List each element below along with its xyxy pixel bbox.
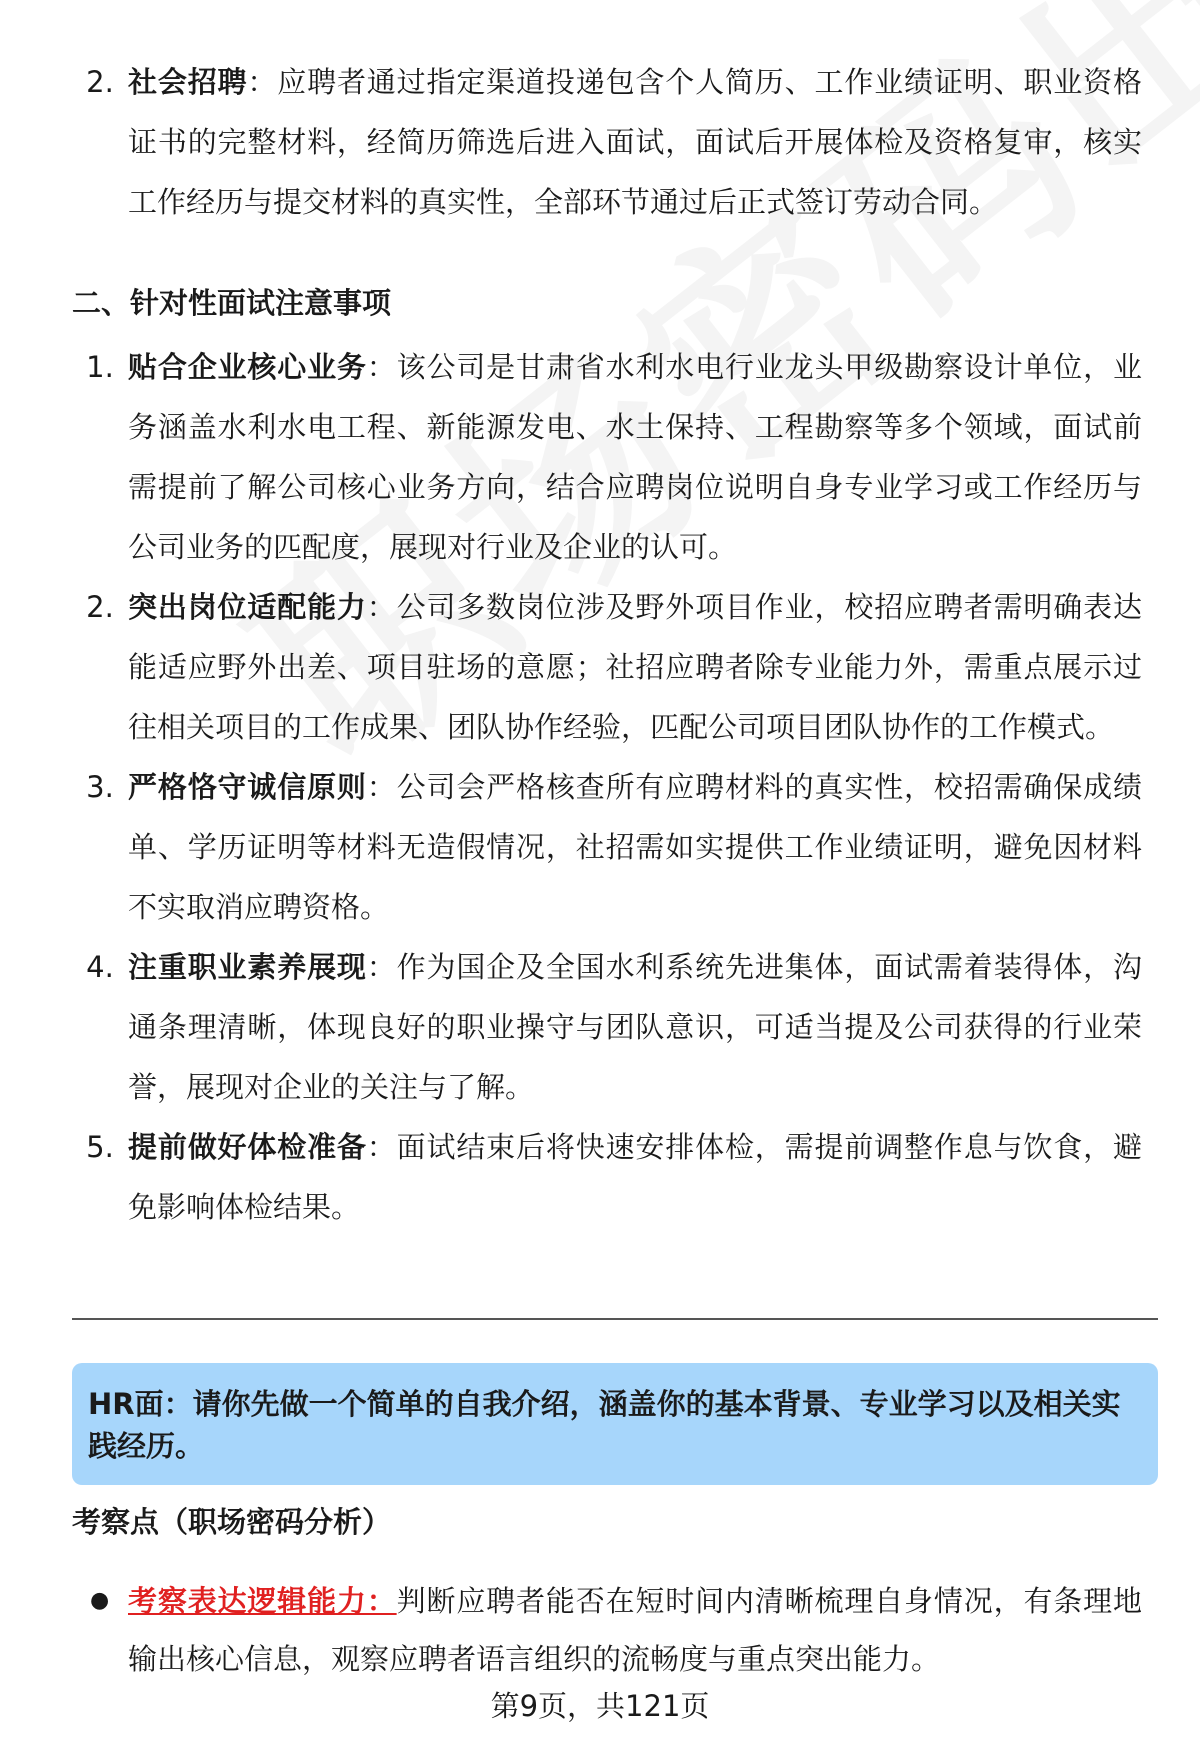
list-number: 3. — [86, 770, 114, 804]
analysis-list — [90, 1572, 1142, 1688]
list-number: 4. — [86, 950, 114, 984]
section-heading: 二、针对性面试注意事项 — [72, 286, 392, 320]
item-text: 公司多数岗位涉及野外项目作业，校招应聘者需明确表达能适应野外出差、项目驻场的意愿；社招应聘者除专业能力外，需重点展示过往相关项目的工作成果、团队协作经验，匹配公司项目团队协作的工作模式。 — [128, 590, 1142, 744]
divider — [72, 1318, 1158, 1320]
hr-question-text: HR面：请你先做一个简单的自我介绍，涵盖你的基本背景、专业学习以及相关实践经历。 — [88, 1387, 1121, 1463]
list-number: 2. — [86, 65, 114, 99]
list-item: 2. 社会招聘：应聘者通过指定渠道投递包含个人简历、工作业绩证明、职业资格证书的完整材料，经简历筛选后进入面试，面试后开展体检及资格复审，核实工作经历与提交材料的真实性，全部环节通过后正式签订劳动合同。 — [72, 52, 1142, 232]
interview-tips-list — [72, 337, 1142, 1237]
hr-question-box — [72, 1363, 1158, 1485]
item-title: 贴合企业核心业务 — [128, 350, 367, 384]
analysis-label: 考察表达逻辑能力： — [128, 1584, 397, 1618]
list-number: 5. — [86, 1130, 114, 1164]
analysis-heading: 考察点（职场密码分析） — [72, 1505, 392, 1539]
analysis-text: 判断应聘者能否在短时间内清晰梳理自身情况，有条理地输出核心信息，观察应聘者语言组织的流畅度与重点突出能力。 — [128, 1584, 1142, 1676]
item-text: 该公司是甘肃省水利水电行业龙头甲级勘察设计单位，业务涵盖水利水电工程、新能源发电、水土保持、工程勘察等多个领域，面试前需提前了解公司核心业务方向，结合应聘岗位说明自身专业学习或工作经历与公司业务的匹配度，展现对行业及企业的认可。 — [128, 350, 1142, 564]
list-item: 4. 注重职业素养展现：作为国企及全国水利系统先进集体，面试需着装得体，沟通条理清晰，体现良好的职业操守与团队意识，可适当提及公司获得的行业荣誉，展现对企业的关注与了解。 — [72, 937, 1142, 1117]
item-title: 严格恪守诚信原则 — [128, 770, 367, 804]
list-item: 3. 严格恪守诚信原则：公司会严格核查所有应聘材料的真实性，校招需确保成绩单、学历证明等材料无造假情况，社招需如实提供工作业绩证明，避免因材料不实取消应聘资格。 — [72, 757, 1142, 937]
item-text: 应聘者通过指定渠道投递包含个人简历、工作业绩证明、职业资格证书的完整材料，经简历筛选后进入面试，面试后开展体检及资格复审，核实工作经历与提交材料的真实性，全部环节通过后正式签订劳动合同。 — [128, 65, 1142, 219]
recruitment-list — [72, 52, 1142, 232]
bullet-icon: ● — [90, 1588, 110, 1613]
item-text: 公司会严格核查所有应聘材料的真实性，校招需确保成绩单、学历证明等材料无造假情况，社招需如实提供工作业绩证明，避免因材料不实取消应聘资格。 — [128, 770, 1142, 924]
item-title: 社会招聘 — [128, 65, 248, 99]
item-title: 注重职业素养展现 — [128, 950, 367, 984]
page-footer: 第9页，共121页 — [490, 1689, 710, 1723]
list-item: 2. 突出岗位适配能力：公司多数岗位涉及野外项目作业，校招应聘者需明确表达能适应野外出差、项目驻场的意愿；社招应聘者除专业能力外，需重点展示过往相关项目的工作成果、团队协作经验，匹配公司项目团队协作的工作模式。 — [72, 577, 1142, 757]
list-item — [90, 1572, 1142, 1688]
list-item: 5. 提前做好体检准备：面试结束后将快速安排体检，需提前调整作息与饮食，避免影响体检结果。 — [72, 1117, 1142, 1237]
item-text: 面试结束后将快速安排体检，需提前调整作息与饮食，避免影响体检结果。 — [128, 1130, 1142, 1224]
list-item: 1. 贴合企业核心业务：该公司是甘肃省水利水电行业龙头甲级勘察设计单位，业务涵盖水利水电工程、新能源发电、水土保持、工程勘察等多个领域，面试前需提前了解公司核心业务方向，结合应聘岗位说明自身专业学习或工作经历与公司业务的匹配度，展现对行业及企业的认可。 — [72, 337, 1142, 577]
list-number: 1. — [86, 350, 114, 384]
list-number: 2. — [86, 590, 114, 624]
item-title: 突出岗位适配能力 — [128, 590, 367, 624]
item-title: 提前做好体检准备 — [128, 1130, 367, 1164]
item-text: 作为国企及全国水利系统先进集体，面试需着装得体，沟通条理清晰，体现良好的职业操守与团队意识，可适当提及公司获得的行业荣誉，展现对企业的关注与了解。 — [128, 950, 1142, 1104]
